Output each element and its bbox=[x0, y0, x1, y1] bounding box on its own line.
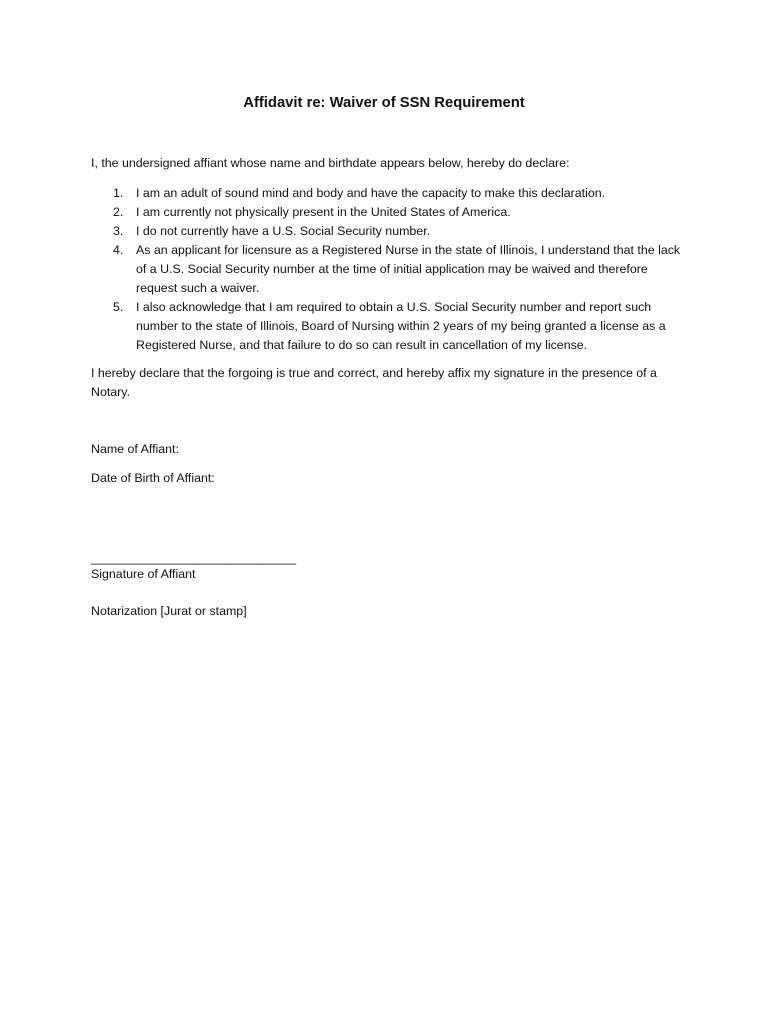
declaration-text: I am currently not physically present in the United States of America. bbox=[136, 205, 511, 219]
declaration-text: As an applicant for licensure as a Registered Nurse in the state of Illinois, I understand that the lack of a U.S. Social Security number at the time of initial application may be waived and therefore request such a waiver. bbox=[136, 243, 681, 295]
closing-paragraph: I hereby declare that the forgoing is true and correct, and hereby affix my signature in the presence of a Notary. bbox=[91, 366, 657, 399]
notarization-label: Notarization [Jurat or stamp] bbox=[91, 604, 247, 618]
declaration-text: I also acknowledge that I am required to obtain a U.S. Social Security number and report such number to the state of Illinois, Board of Nursing within 2 years of my being granted a license as a Registered Nurse, and that failure to do so can result in cancellation of my license. bbox=[136, 300, 666, 352]
signature-line: ________________________________ bbox=[91, 551, 296, 565]
declaration-text: I am an adult of sound mind and body and have the capacity to make this declaration. bbox=[136, 186, 606, 200]
declaration-number: 3. bbox=[113, 224, 124, 238]
declaration-number: 1. bbox=[113, 186, 124, 200]
declaration-item bbox=[91, 203, 691, 222]
declaration-item bbox=[91, 184, 691, 203]
signature-label: Signature of Affiant bbox=[91, 567, 196, 581]
intro-paragraph: I, the undersigned affiant whose name and birthdate appears below, hereby do declare: bbox=[91, 156, 570, 170]
declaration-item bbox=[91, 298, 691, 355]
declaration-number: 2. bbox=[113, 205, 124, 219]
declaration-number: 4. bbox=[113, 243, 124, 257]
declaration-item bbox=[91, 222, 691, 241]
declaration-text: I do not currently have a U.S. Social Security number. bbox=[136, 224, 431, 238]
affiant-name-label: Name of Affiant: bbox=[91, 442, 179, 456]
declaration-number: 5. bbox=[113, 300, 124, 314]
document-title: Affidavit re: Waiver of SSN Requirement bbox=[243, 95, 525, 111]
declaration-item bbox=[91, 241, 691, 298]
affiant-dob-label: Date of Birth of Affiant: bbox=[91, 471, 215, 485]
declarations-list bbox=[91, 184, 691, 355]
